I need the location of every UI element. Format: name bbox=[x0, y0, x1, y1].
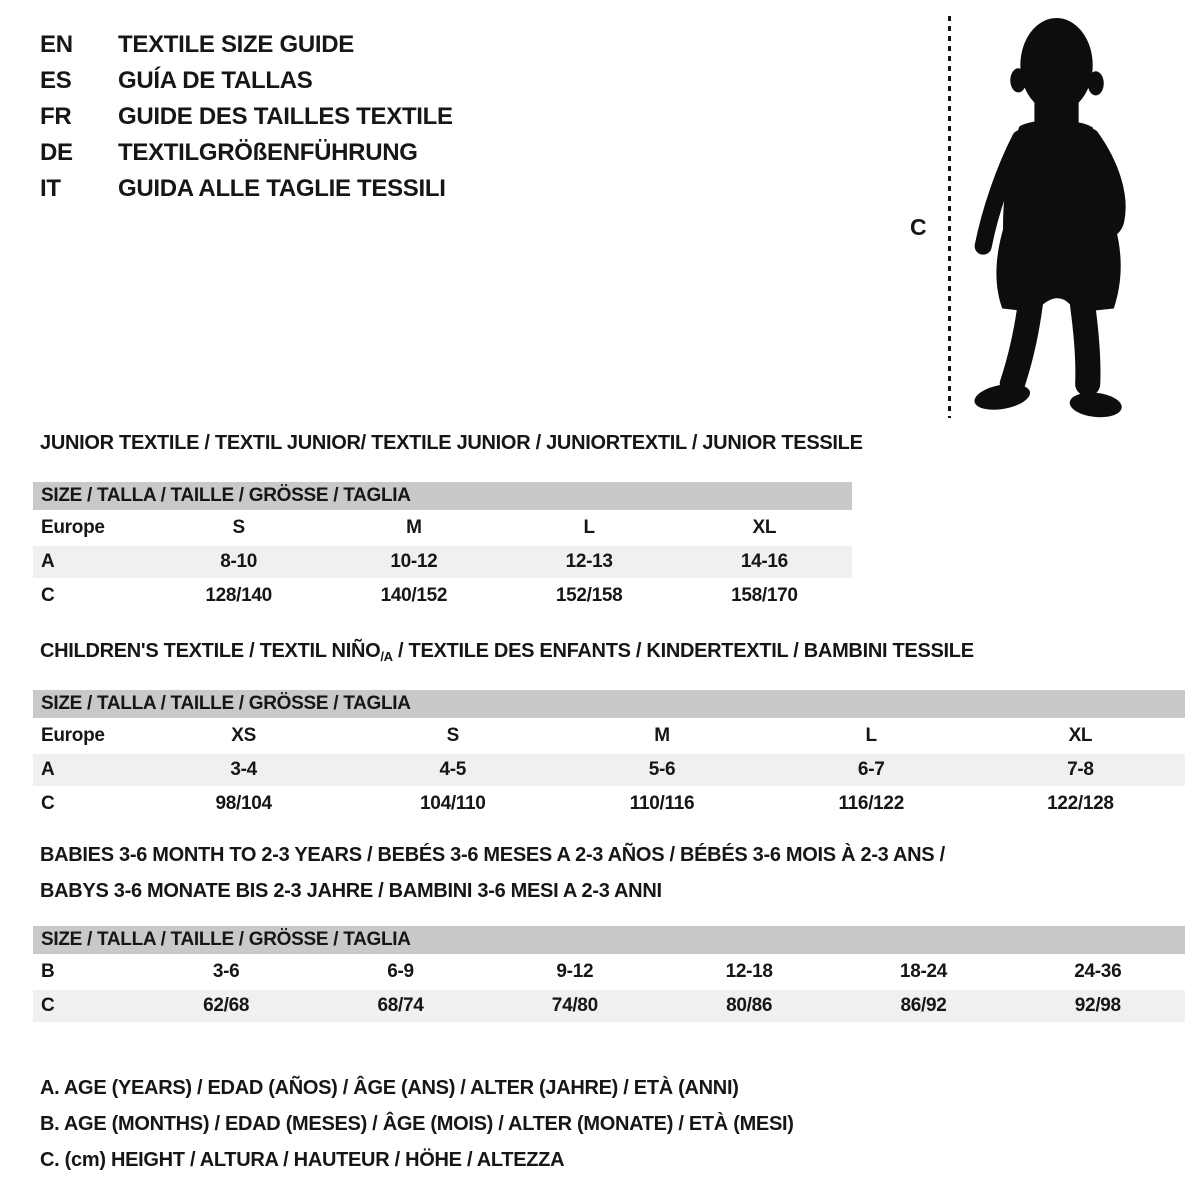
language-title-list bbox=[40, 27, 453, 207]
table-body bbox=[33, 512, 852, 612]
table-cell: 158/170 bbox=[731, 585, 798, 606]
language-code: EN bbox=[40, 31, 73, 58]
note-height-cm: C. (cm) HEIGHT / ALTURA / HAUTEUR / HÖHE / ALTEZZA bbox=[40, 1149, 565, 1171]
table-cell: 6-9 bbox=[387, 961, 414, 982]
table-cell: 68/74 bbox=[377, 995, 424, 1016]
note-age-months: B. AGE (MONTHS) / EDAD (MESES) / ÂGE (MOIS) / ALTER (MONATE) / ETÀ (MESI) bbox=[40, 1113, 794, 1135]
language-row bbox=[40, 135, 453, 171]
section-title-junior: JUNIOR TEXTILE / TEXTIL JUNIOR/ TEXTILE JUNIOR / JUNIORTEXTIL / JUNIOR TESSILE bbox=[40, 432, 863, 454]
note-age-years: A. AGE (YEARS) / EDAD (AÑOS) / ÂGE (ANS) / ALTER (JAHRE) / ETÀ (ANNI) bbox=[40, 1077, 739, 1099]
table-cell: 92/98 bbox=[1074, 995, 1121, 1016]
section-title-babies-line1: BABIES 3-6 MONTH TO 2-3 YEARS / BEBÉS 3-6 MESES A 2-3 AÑOS / BÉBÉS 3-6 MOIS À 2-3 ANS / bbox=[40, 844, 945, 866]
table-cell: 9-12 bbox=[556, 961, 594, 982]
table-cell: 98/104 bbox=[215, 793, 272, 814]
language-row bbox=[40, 27, 453, 63]
junior-size-table bbox=[33, 482, 852, 614]
guide-title: GUIDE DES TAILLES TEXTILE bbox=[118, 103, 453, 130]
table-row bbox=[33, 546, 852, 578]
toddler-silhouette-icon bbox=[963, 14, 1138, 420]
table-cell: XL bbox=[1068, 725, 1093, 746]
table-cell: 104/110 bbox=[420, 793, 486, 814]
title-text: / TEXTILE DES ENFANTS / KINDERTEXTIL / BAMBINI TESSILE bbox=[392, 640, 974, 662]
babies-size-table bbox=[33, 926, 1185, 1024]
table-cell: L bbox=[583, 517, 595, 538]
table-row bbox=[33, 956, 1185, 988]
language-row bbox=[40, 171, 453, 207]
guide-title: GUIDA ALLE TAGLIE TESSILI bbox=[118, 175, 446, 202]
row-label: C bbox=[41, 995, 55, 1016]
table-row bbox=[33, 990, 1185, 1022]
table-cell: 8-10 bbox=[220, 551, 258, 572]
table-row bbox=[33, 788, 1185, 820]
title-subscript: /A bbox=[380, 649, 393, 664]
title-text: CHILDREN'S TEXTILE / TEXTIL NIÑO bbox=[40, 640, 381, 662]
language-row bbox=[40, 99, 453, 135]
table-cell: 24-36 bbox=[1074, 961, 1122, 982]
table-cell: 3-6 bbox=[212, 961, 240, 982]
height-measure-label: C bbox=[910, 214, 927, 240]
row-label: Europe bbox=[41, 725, 105, 746]
section-title-children bbox=[40, 640, 974, 664]
legend-notes bbox=[40, 1070, 794, 1178]
table-row bbox=[33, 720, 1185, 752]
table-cell: 4-5 bbox=[439, 759, 467, 780]
table-cell: S bbox=[232, 517, 245, 538]
table-cell: 14-16 bbox=[740, 551, 788, 572]
language-code: ES bbox=[40, 67, 72, 94]
table-cell: S bbox=[446, 725, 459, 746]
table-cell: 74/80 bbox=[551, 995, 598, 1016]
table-cell: 152/158 bbox=[555, 585, 623, 606]
table-body bbox=[33, 956, 1185, 1022]
table-cell: 122/128 bbox=[1047, 793, 1114, 814]
table-cell: M bbox=[406, 517, 422, 538]
height-measure-line bbox=[948, 16, 951, 418]
table-cell: 6-7 bbox=[857, 759, 885, 780]
table-cell: 116/122 bbox=[838, 793, 904, 814]
table-cell: 128/140 bbox=[205, 585, 272, 606]
table-cell: 10-12 bbox=[390, 551, 438, 572]
guide-title: GUÍA DE TALLAS bbox=[118, 67, 313, 94]
section-title-babies-line2: BABYS 3-6 MONATE BIS 2-3 JAHRE / BAMBINI 3-6 MESI A 2-3 ANNI bbox=[40, 880, 662, 902]
table-cell: 5-6 bbox=[648, 759, 676, 780]
language-code: DE bbox=[40, 139, 73, 166]
table-cell: XS bbox=[231, 725, 256, 746]
table-body bbox=[33, 720, 1185, 820]
language-code: IT bbox=[40, 175, 61, 202]
table-cell: 110/116 bbox=[629, 793, 695, 814]
table-cell: L bbox=[865, 725, 877, 746]
table-cell: 3-4 bbox=[230, 759, 257, 780]
row-label: C bbox=[41, 793, 55, 814]
table-cell: XL bbox=[752, 517, 777, 538]
guide-title: TEXTILGRÖßENFÜHRUNG bbox=[118, 139, 418, 166]
table-cell: 62/68 bbox=[203, 995, 250, 1016]
table-header: SIZE / TALLA / TAILLE / GRÖSSE / TAGLIA bbox=[33, 926, 1185, 954]
table-cell: 18-24 bbox=[899, 961, 948, 982]
row-label: A bbox=[41, 759, 55, 780]
table-cell: 80/86 bbox=[726, 995, 773, 1016]
table-row bbox=[33, 512, 852, 544]
table-cell: 140/152 bbox=[380, 585, 448, 606]
table-header: SIZE / TALLA / TAILLE / GRÖSSE / TAGLIA bbox=[33, 482, 852, 510]
language-row bbox=[40, 63, 453, 99]
language-code: FR bbox=[40, 103, 72, 130]
table-cell: 12-18 bbox=[725, 961, 773, 982]
table-cell: 86/92 bbox=[900, 995, 947, 1016]
table-header: SIZE / TALLA / TAILLE / GRÖSSE / TAGLIA bbox=[33, 690, 1185, 718]
row-label: C bbox=[41, 585, 55, 606]
table-row bbox=[33, 580, 852, 612]
children-size-table bbox=[33, 690, 1185, 822]
row-label: A bbox=[41, 551, 55, 572]
table-row bbox=[33, 754, 1185, 786]
table-cell: 12-13 bbox=[565, 551, 613, 572]
row-label: B bbox=[41, 961, 55, 982]
guide-title: TEXTILE SIZE GUIDE bbox=[118, 31, 354, 58]
table-cell: M bbox=[654, 725, 670, 746]
table-cell: 7-8 bbox=[1067, 759, 1094, 780]
row-label: Europe bbox=[41, 517, 105, 538]
